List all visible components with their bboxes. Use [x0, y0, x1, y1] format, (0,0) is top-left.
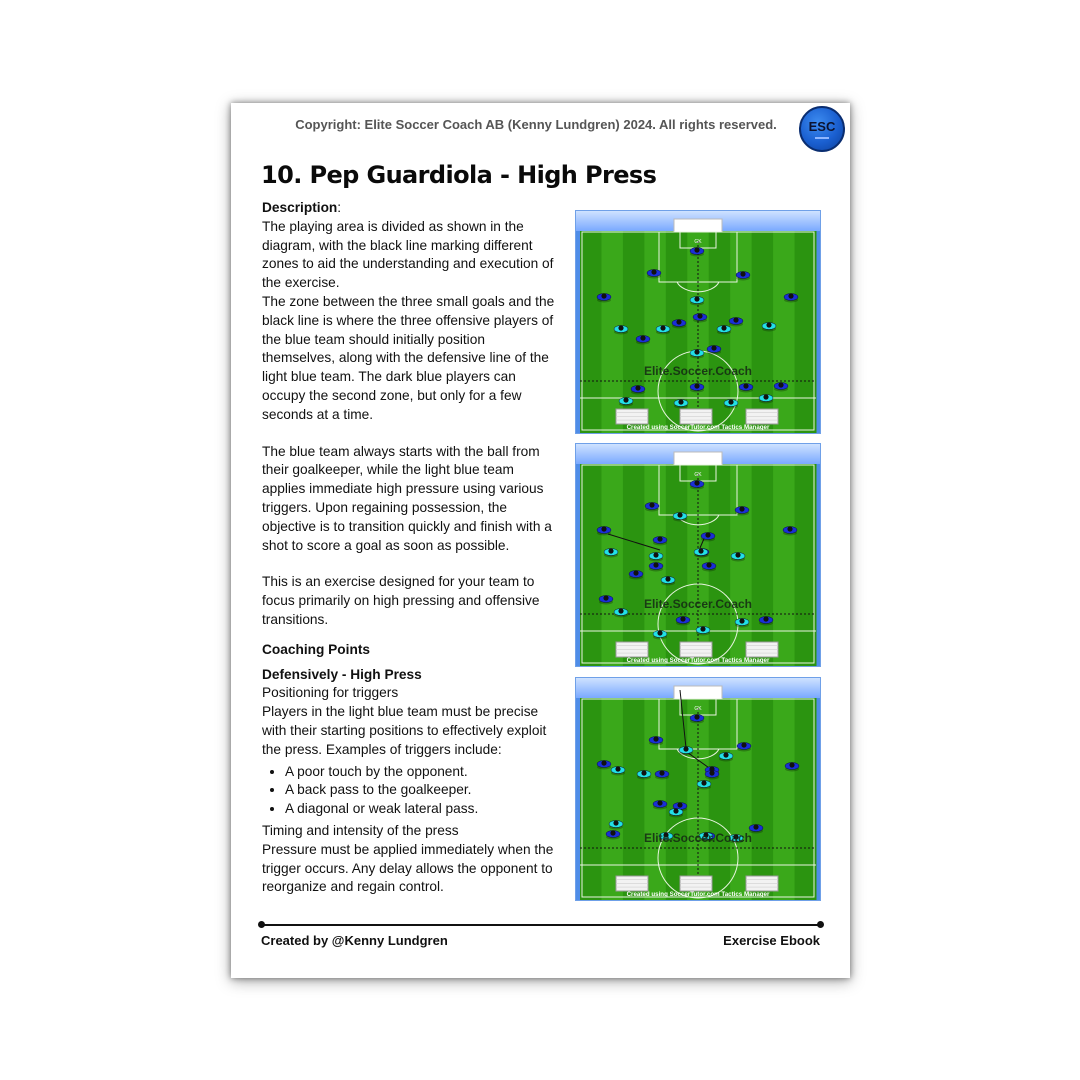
player-head	[763, 616, 768, 621]
player-head	[649, 502, 654, 507]
logo-text: ESC	[808, 118, 836, 134]
player-head	[678, 399, 683, 404]
player-head	[778, 382, 783, 387]
player-head	[657, 800, 662, 805]
list-item: • A diagonal or weak lateral pass.	[285, 800, 560, 819]
pitch-edge-left	[576, 698, 580, 900]
timing-title: Timing and intensity of the press	[262, 822, 459, 838]
credit-text: Created using SoccerTutor.com Tactics Manager	[626, 891, 770, 898]
player-head	[766, 322, 771, 327]
player-head	[633, 570, 638, 575]
pitch-edge-right	[816, 464, 820, 666]
gk-label: GK	[694, 706, 702, 712]
description-para-2: The zone between the three small goals and the black line is where the three offensive players of the blue team should initially position themselves, along with the defensive line of the light blue team. The dark blue players can occupy the second zone, but only for a few seconds at a time.	[262, 293, 555, 422]
player-head	[741, 742, 746, 747]
grass-stripe	[580, 464, 602, 666]
player-head	[676, 319, 681, 324]
tactics-diagram-2	[575, 443, 821, 667]
player-head	[657, 536, 662, 541]
player-head	[608, 548, 613, 553]
player-head	[603, 595, 608, 600]
pitch-edge-right	[816, 231, 820, 433]
player-head	[700, 626, 705, 631]
player-head	[740, 271, 745, 276]
grass-stripe	[644, 698, 666, 900]
tactics-diagram-3	[575, 677, 821, 901]
player-head	[709, 770, 714, 775]
list-item: • A poor touch by the opponent.	[285, 763, 560, 782]
logo-underline	[815, 137, 829, 139]
grass-stripe	[623, 464, 645, 666]
text-column	[262, 199, 560, 897]
top-goal	[674, 219, 722, 232]
player-head	[618, 608, 623, 613]
list-item: • A back pass to the goalkeeper.	[285, 781, 560, 800]
player-head	[694, 296, 699, 301]
description-para-3: The blue team always starts with the ball from their goalkeeper, while the light blue team applies immediate high pressure using various triggers. Upon regaining possession, the objective is to transition quickly and finish with a shot to score a goal as soon as possible.	[262, 443, 552, 553]
description-heading: Description:	[262, 200, 342, 215]
player-head	[659, 770, 664, 775]
player-head	[610, 830, 615, 835]
footer-author: Created by @Kenny Lundgren	[261, 933, 448, 948]
trigger-list	[262, 763, 560, 819]
gk-label: GK	[694, 472, 702, 478]
description-para-1: The playing area is divided as shown in the diagram, with the black line marking different zones to aid the understanding and execution of the exercise.	[262, 218, 554, 291]
player-head	[665, 576, 670, 581]
grass-stripe	[623, 698, 645, 900]
player-head	[694, 714, 699, 719]
coaching-points-heading: Coaching Points	[262, 641, 370, 657]
player-head	[683, 746, 688, 751]
player-head	[653, 552, 658, 557]
watermark-text: Elite.Soccer.Coach	[643, 597, 753, 611]
grass-stripe	[795, 698, 817, 900]
grass-stripe	[773, 698, 795, 900]
grass-stripe	[795, 231, 817, 433]
player-head	[711, 345, 716, 350]
pitch-edge-left	[576, 231, 580, 433]
defensive-subheading: Defensively - High Press	[262, 666, 422, 682]
pitch-svg	[576, 211, 820, 433]
grass-stripe	[752, 464, 774, 666]
grass-stripe	[752, 698, 774, 900]
player-head	[677, 802, 682, 807]
gk-label: GK	[694, 239, 702, 245]
grass-stripe	[773, 231, 795, 433]
pitch-svg	[576, 678, 820, 900]
player-head	[701, 780, 706, 785]
grass-stripe	[730, 698, 752, 900]
watermark-text: Elite.Soccer.Coach	[643, 364, 753, 378]
player-head	[680, 616, 685, 621]
player-head	[697, 313, 702, 318]
player-head	[788, 293, 793, 298]
player-head	[698, 548, 703, 553]
player-head	[705, 532, 710, 537]
timing-text: Pressure must be applied immediately when the trigger occurs. Any delay allows the opponent to reorganize and regain control.	[262, 841, 554, 895]
positioning-text: Players in the light blue team must be precise with their starting positions to effectively exploit the press. Examples of triggers include:	[262, 704, 547, 757]
player-head	[753, 824, 758, 829]
player-head	[694, 247, 699, 252]
grass-stripe	[666, 698, 688, 900]
credit-text: Created using SoccerTutor.com Tactics Manager	[626, 657, 770, 664]
player-head	[613, 820, 618, 825]
player-head	[728, 399, 733, 404]
ebook-page	[231, 103, 850, 978]
player-head	[653, 736, 658, 741]
footer-ebook-label: Exercise Ebook	[723, 933, 820, 948]
player-head	[651, 269, 656, 274]
player-head	[743, 383, 748, 388]
grass-stripe	[709, 698, 731, 900]
player-head	[739, 506, 744, 511]
player-head	[623, 397, 628, 402]
player-head	[640, 335, 645, 340]
player-head	[694, 349, 699, 354]
player-head	[635, 385, 640, 390]
player-head	[789, 762, 794, 767]
divider-dot-right	[817, 921, 824, 928]
pitch-svg	[576, 444, 820, 666]
player-head	[739, 618, 744, 623]
grass-stripe	[795, 464, 817, 666]
copyright-text: Copyright: Elite Soccer Coach AB (Kenny Lundgren) 2024. All rights reserved.	[295, 117, 777, 132]
positioning-title: Positioning for triggers	[262, 685, 399, 701]
credit-text: Created using SoccerTutor.com Tactics Manager	[626, 424, 770, 431]
grass-stripe	[580, 231, 602, 433]
grass-stripe	[601, 464, 623, 666]
player-head	[706, 562, 711, 567]
pitch-edge-right	[816, 698, 820, 900]
grass-stripe	[730, 464, 752, 666]
player-head	[694, 383, 699, 388]
divider-dot-left	[258, 921, 265, 928]
player-head	[601, 526, 606, 531]
player-head	[677, 512, 682, 517]
grass-stripe	[773, 464, 795, 666]
player-head	[763, 394, 768, 399]
pitch-edge-left	[576, 464, 580, 666]
player-head	[660, 325, 665, 330]
grass-stripe	[601, 698, 623, 900]
player-head	[601, 293, 606, 298]
player-head	[641, 770, 646, 775]
grass-stripe	[666, 464, 688, 666]
player-head	[673, 808, 678, 813]
footer-divider	[261, 924, 820, 926]
player-head	[733, 317, 738, 322]
top-goal	[674, 452, 722, 465]
esc-logo	[799, 106, 845, 152]
player-head	[601, 760, 606, 765]
player-head	[735, 552, 740, 557]
player-head	[657, 630, 662, 635]
player-head	[653, 562, 658, 567]
player-head	[615, 766, 620, 771]
description-para-4: This is an exercise designed for your team to focus primarily on high pressing and offensive transitions.	[262, 574, 540, 627]
watermark-text: Elite.Soccer.Coach	[643, 831, 753, 845]
page-title: 10. Pep Guardiola - High Press	[261, 161, 657, 189]
player-head	[723, 752, 728, 757]
player-head	[694, 480, 699, 485]
player-head	[787, 526, 792, 531]
player-head	[618, 325, 623, 330]
grass-stripe	[580, 698, 602, 900]
tactics-diagram-1	[575, 210, 821, 434]
player-head	[721, 325, 726, 330]
